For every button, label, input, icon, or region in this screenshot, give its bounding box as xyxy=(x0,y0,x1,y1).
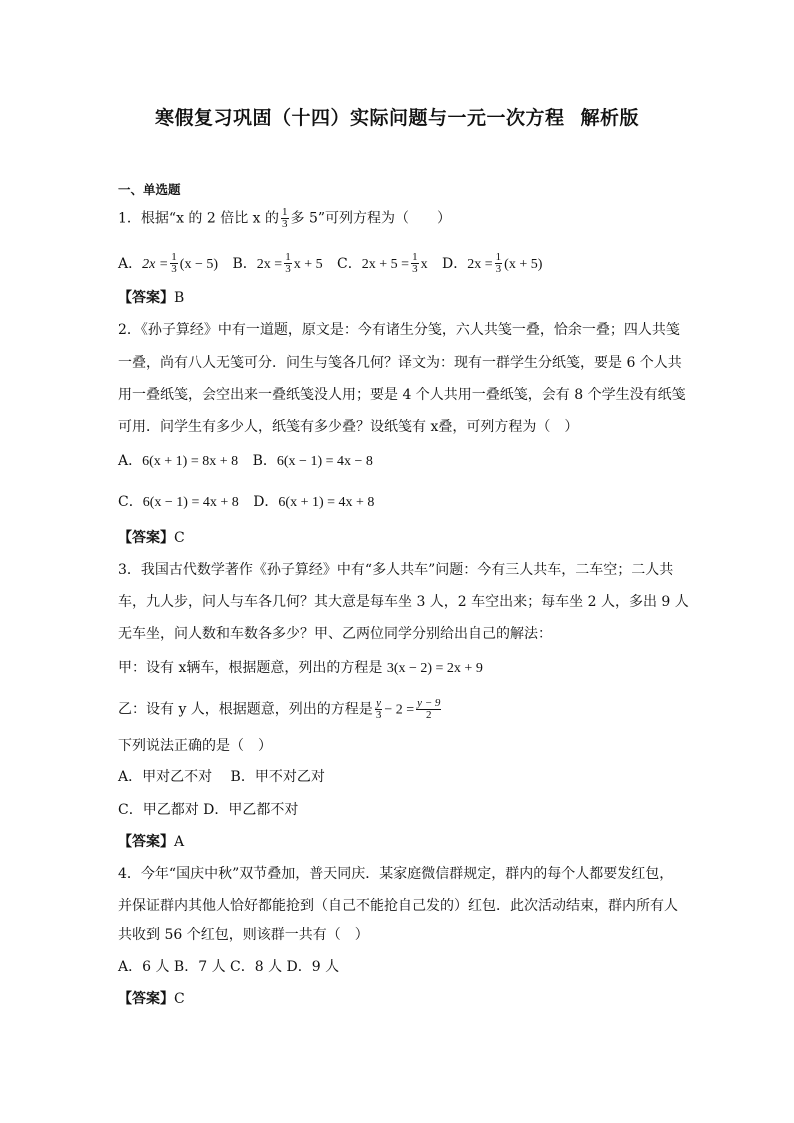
option-b: B．6(x − 1) = 4x − 8 xyxy=(252,453,373,469)
section-heading: 一、单选题 xyxy=(118,182,181,197)
question-4-options: A．6 人 B．7 人 C．8 人 D．9 人 xyxy=(118,959,340,975)
question-3-jia: 甲：设有 x辆车，根据题意，列出的方程是 3(x − 2) = 2x + 9 xyxy=(118,660,483,676)
question-2-line-1: 2．《孙子算经》中有一道题，原文是：今有诸生分笺，六人共笺一叠，恰余一叠；四人共笺 xyxy=(118,322,680,338)
question-2-line-4: 可用．问学生有多少人，纸笺有多少叠？设纸笺有 x叠，可列方程为（ ） xyxy=(118,419,579,435)
question-2-options-ab xyxy=(118,451,383,472)
option-b: B．2x = $\frac{1}{3}$ x + 5 xyxy=(232,251,323,275)
question-2-options-cd xyxy=(118,492,384,513)
option-d: D．2x = $\frac{1}{3}$ (x + 5) xyxy=(442,251,543,275)
question-3-options-ab: A．甲对乙不对 B．甲不对乙对 xyxy=(118,769,325,785)
question-3-options-cd: C．甲乙都对 D．甲乙都不对 xyxy=(118,802,299,818)
question-4-line-2: 并保证群内其他人恰好都能抢到（自己不能抢自己发的）红包．此次活动结束，群内所有人 xyxy=(118,898,678,914)
question-4-line-1: 4．今年“国庆中秋”双节叠加，普天同庆．某家庭微信群规定，群内的每个人都要发红包， xyxy=(118,866,674,882)
option-c: C．2x + 5 = $\frac{1}{3}$ x xyxy=(337,251,428,275)
question-1-options xyxy=(118,252,552,275)
question-3-line-2: 车，九人步，问人与车各几何？其大意是每车坐 3 人，2 车空出来；每车坐 2 人，多出 9 人 xyxy=(118,594,689,610)
question-4-line-3: 共收到 56 个红包，则该群一共有（ ） xyxy=(118,927,369,943)
option-a: A．2x = $\frac{1}{3}$ (x − 5) xyxy=(118,251,219,275)
fraction: $\frac{1}{3}$ xyxy=(282,206,288,230)
option-d: D．6(x + 1) = 4x + 8 xyxy=(253,494,375,510)
answer-3: 【答案】A xyxy=(118,834,185,850)
page-title: 寒假复习巩固（十四）实际问题与一元一次方程 解析版 xyxy=(154,107,640,129)
question-3-yi: 乙：设有 y 人，根据题意，列出的方程是 $\frac{y}{3}$ − 2 = $\frac{y - 9}{2}$ xyxy=(118,697,441,721)
option-c: C．6(x − 1) = 4x + 8 xyxy=(118,494,239,510)
question-3-line-3: 无车坐，问人数和车数各多少？甲、乙两位同学分别给出自己的解法： xyxy=(118,626,552,642)
question-3-line-1: 3．我国古代数学著作《孙子算经》中有“多人共车”问题：今有三人共车，二车空；二人共 xyxy=(118,562,674,578)
question-1-stem: 1．根据“x 的 2 倍比 x 的 $\frac{1}{3}$ 多 5”可列方程为（ ） xyxy=(118,206,452,230)
answer-4: 【答案】C xyxy=(118,991,185,1007)
answer-1: 【答案】B xyxy=(118,290,185,306)
option-a: A．6(x + 1) = 8x + 8 xyxy=(118,453,239,469)
question-2-line-2: 一叠，尚有八人无笺可分．问生与笺各几何？译文为：现有一群学生分纸笺，要是 6 个人共 xyxy=(118,355,682,371)
answer-2: 【答案】C xyxy=(118,530,185,546)
question-2-line-3: 用一叠纸笺，会空出来一叠纸笺没人用；要是 4 个人共用一叠纸笺，会有 8 个学生没有纸笺 xyxy=(118,387,686,403)
question-3-prompt: 下列说法正确的是（ ） xyxy=(118,738,272,754)
